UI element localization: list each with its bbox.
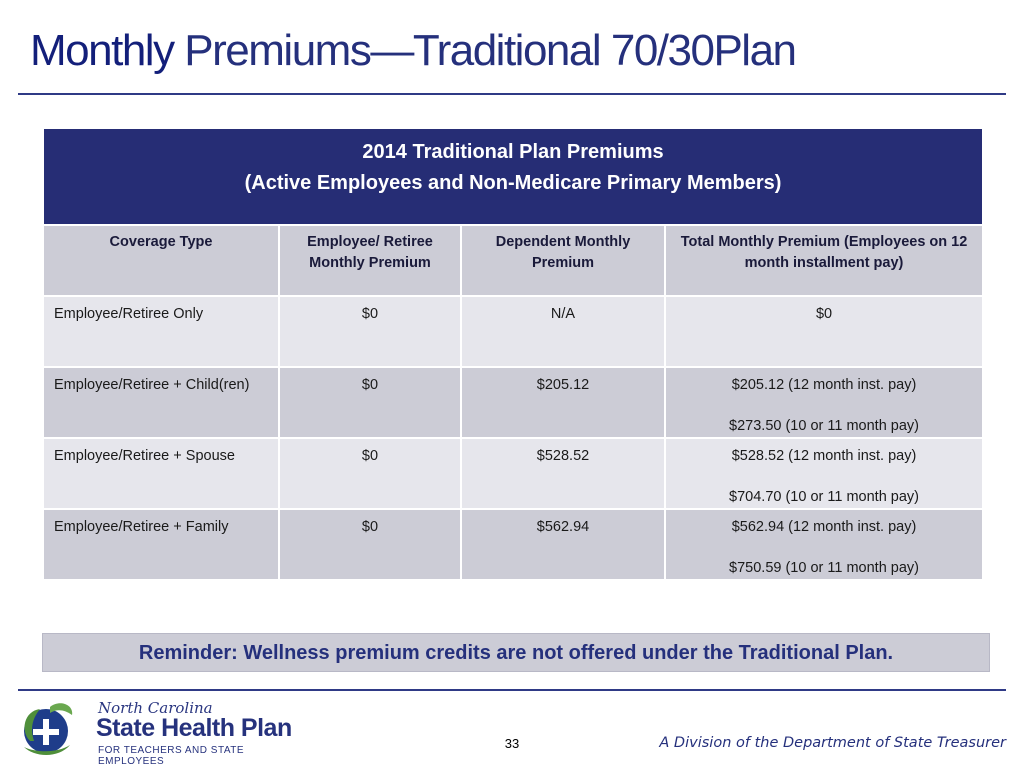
title-divider [18, 93, 1006, 95]
total-premium-cell [665, 367, 983, 438]
coverage-cell: Employee/Retiree + Family [43, 509, 279, 580]
coverage-cell: Employee/Retiree Only [43, 296, 279, 367]
column-header-coverage: Coverage Type [43, 225, 279, 296]
column-header-total: Total Monthly Premium (Employees on 12 month installment pay) [665, 225, 983, 296]
employee-premium-cell: $0 [279, 367, 461, 438]
column-header-dependent: Dependent Monthly Premium [461, 225, 665, 296]
total-12-month: $528.52 (12 month inst. pay) [731, 448, 917, 464]
total-premium-cell [665, 438, 983, 509]
employee-premium-cell: $0 [279, 509, 461, 580]
table-title-line2: (Active Employees and Non-Medicare Primary Members) [244, 172, 782, 194]
total-10-11-month: $273.50 (10 or 11 month pay) [729, 418, 919, 434]
total-10-11-month: $704.70 (10 or 11 month pay) [729, 489, 919, 505]
total-10-11-month: $750.59 (10 or 11 month pay) [729, 560, 919, 576]
total-premium-cell [665, 509, 983, 580]
table-row [43, 509, 983, 580]
table-title-line1: 2014 Traditional Plan Premiums [362, 141, 664, 163]
state-health-plan-logo [14, 697, 294, 767]
total-12-month: $0 [815, 306, 833, 322]
table-row [43, 296, 983, 367]
employee-premium-cell: $0 [279, 296, 461, 367]
column-header-row [43, 225, 983, 296]
page-number: 33 [504, 736, 520, 751]
division-tagline: A Division of the Department of State Treasurer [659, 735, 1006, 751]
logo-subtitle: FOR TEACHERS AND STATE EMPLOYEES [98, 745, 245, 767]
employee-premium-cell: $0 [279, 438, 461, 509]
footer-divider [18, 689, 1006, 691]
wellness-reminder-banner: Reminder: Wellness premium credits are not offered under the Traditional Plan. [42, 633, 990, 672]
dependent-premium-cell: N/A [461, 296, 665, 367]
coverage-cell: Employee/Retiree + Spouse [43, 438, 279, 509]
coverage-cell: Employee/Retiree + Child(ren) [43, 367, 279, 438]
dependent-premium-cell: $562.94 [461, 509, 665, 580]
title-accent-word: Monthly [30, 26, 174, 75]
total-12-month: $562.94 (12 month inst. pay) [731, 519, 917, 535]
premiums-table [42, 127, 984, 581]
slide-title [30, 26, 796, 76]
logo-script-text: North Carolina [98, 699, 213, 717]
total-12-month: $205.12 (12 month inst. pay) [731, 377, 917, 393]
table-title-row [43, 128, 983, 225]
table-row [43, 438, 983, 509]
table-title [43, 128, 983, 225]
title-rest: Premiums—Traditional 70/30Plan [173, 26, 796, 75]
dependent-premium-cell: $528.52 [461, 438, 665, 509]
table-row [43, 367, 983, 438]
total-premium-cell [665, 296, 983, 367]
leaf-cross-logo-icon [16, 701, 78, 759]
dependent-premium-cell: $205.12 [461, 367, 665, 438]
column-header-employee: Employee/ Retiree Monthly Premium [279, 225, 461, 296]
logo-main-text: State Health Plan [96, 714, 292, 742]
